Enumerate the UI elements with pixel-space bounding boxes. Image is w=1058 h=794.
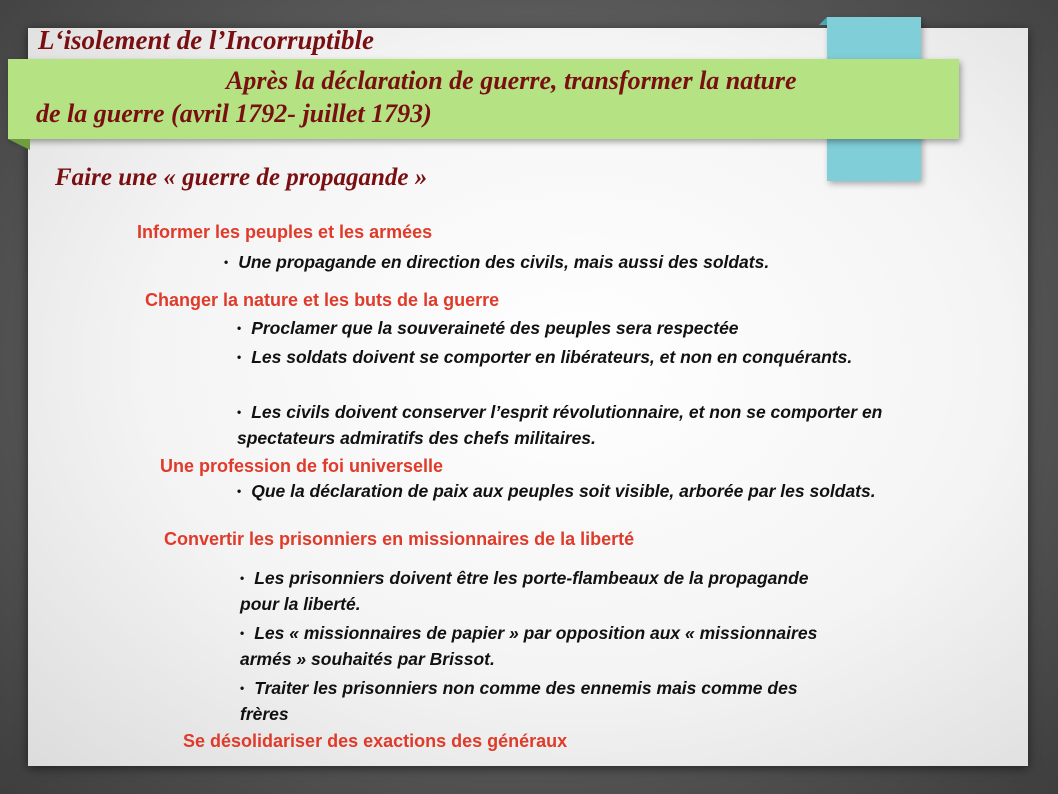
bullet-item: • Proclamer que la souveraineté des peuples sera respectée <box>237 318 739 338</box>
bullet-item: • Les « missionnaires de papier » par opposition aux « missionnaires armés » souhaités par Brissot. <box>240 623 818 669</box>
bullet-dot-icon: • <box>240 681 245 695</box>
section-heading-profession: Une profession de foi universelle <box>160 456 444 476</box>
bullet-item: • Les civils doivent conserver l’esprit révolutionnaire, et non se comporter en spectateurs admiratifs des chefs militaires. <box>237 402 883 448</box>
bullet-dot-icon: • <box>240 626 245 640</box>
green-banner <box>8 59 959 139</box>
slide-title: L‘isolement de l’Incorruptible <box>38 25 374 55</box>
section-heading-convertir: Convertir les prisonniers en missionnaires de la liberté <box>164 529 635 549</box>
bullet-item: • Une propagande en direction des civils, mais aussi des soldats. <box>224 252 770 272</box>
section-heading-desolidariser: Se désolidariser des exactions des généraux <box>183 731 568 751</box>
banner-line-1: Après la déclaration de guerre, transformer la nature <box>226 66 797 95</box>
bullet-dot-icon: • <box>224 255 229 269</box>
banner-line-2: de la guerre (avril 1792- juillet 1793) <box>36 99 432 128</box>
bullet-dot-icon: • <box>237 321 242 335</box>
bullet-item: • Traiter les prisonniers non comme des ennemis mais comme des frères <box>240 678 798 724</box>
bullet-item: • Que la déclaration de paix aux peuples soit visible, arborée par les soldats. <box>237 481 876 501</box>
section-heading-changer: Changer la nature et les buts de la guerre <box>145 290 500 310</box>
bullet-dot-icon: • <box>240 571 245 585</box>
section-heading-informer: Informer les peuples et les armées <box>137 222 433 242</box>
bullet-item: • Les soldats doivent se comporter en libérateurs, et non en conquérants. <box>237 347 853 367</box>
bullet-dot-icon: • <box>237 484 242 498</box>
bullet-dot-icon: • <box>237 350 242 364</box>
bullet-dot-icon: • <box>237 405 242 419</box>
subtitle: Faire une « guerre de propagande » <box>55 164 428 191</box>
banner-text <box>36 64 936 130</box>
bullet-item: • Les prisonniers doivent être les porte-flambeaux de la propagande pour la liberté. <box>240 568 809 614</box>
